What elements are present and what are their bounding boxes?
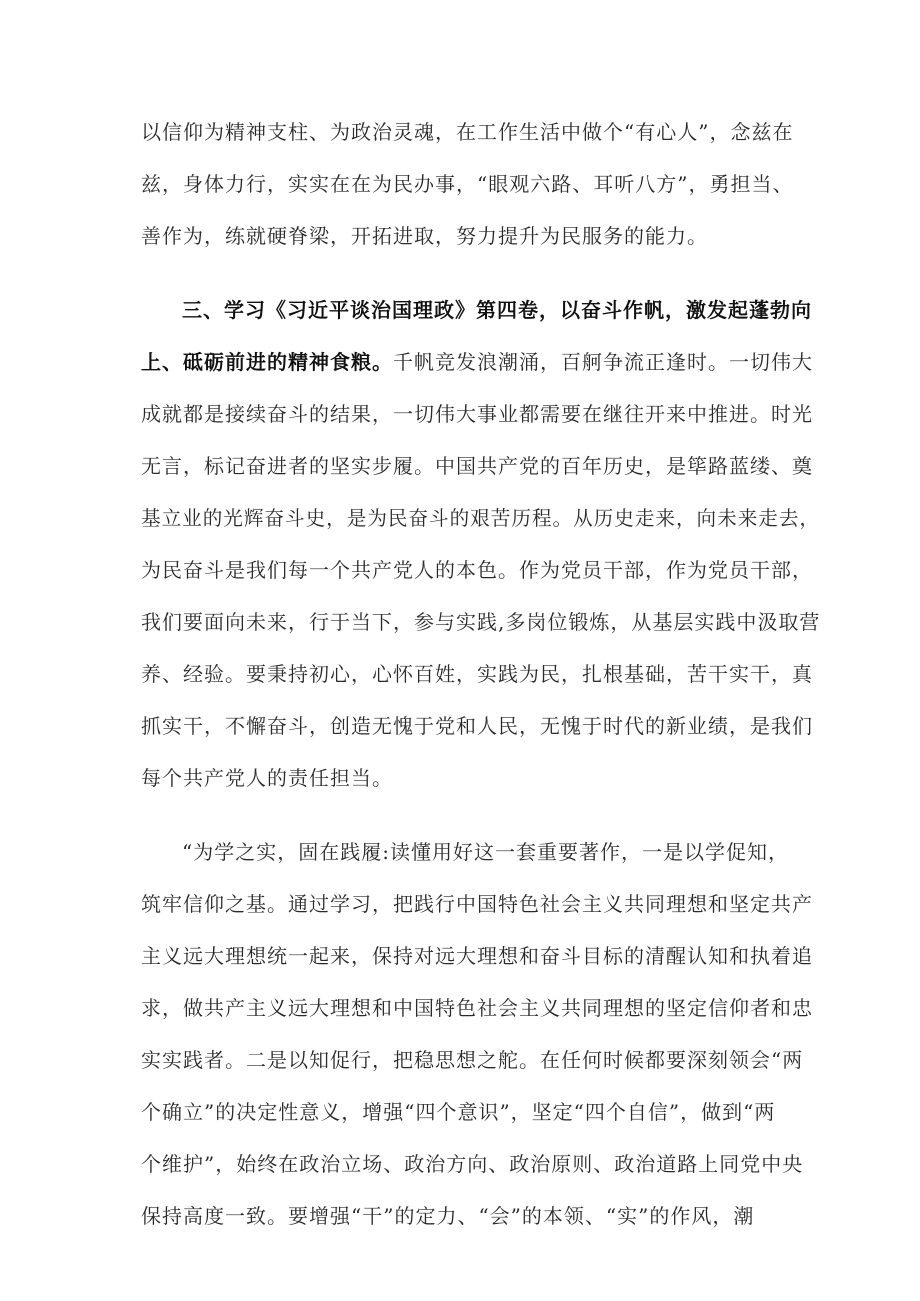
text-line: 养、经验。要秉持初心，心怀百姓，实践为民，扎根基础，苦干实干，真 xyxy=(141,662,813,686)
text-line: 求，做共产主义远大理想和中国特色社会主义共同理想的坚定信仰者和忠 xyxy=(141,996,813,1020)
text-line: 保持高度一致。要增强“干”的定力、“会”的本领、“实”的作风，潮 xyxy=(141,1204,755,1228)
text-line: 个确立”的决定性意义，增强“四个意识”，坚定“四个自信”，做到“两 xyxy=(141,1100,776,1124)
text-line xyxy=(141,348,813,376)
text-span: 千帆竞发浪潮涌，百舸争流正逢时。一切伟大 xyxy=(393,350,813,374)
text-line: 成就都是接续奋斗的结果，一切伟大事业都需要在继往开来中推进。时光 xyxy=(141,402,813,426)
text-line: 基立业的光辉奋斗史，是为民奋斗的艰苦历程。从历史走来，向未来走去， xyxy=(141,506,821,530)
text-line: “为学之实，固在践履:读懂用好这一套重要著作，一是以学促知， xyxy=(182,840,789,864)
text-line: 抓实干，不懈奋斗，创造无愧于党和人民，无愧于时代的新业绩，是我们 xyxy=(141,714,813,738)
text-line: 主义远大理想统一起来，保持对远大理想和奋斗目标的清醒认知和执着追 xyxy=(141,944,813,968)
text-line: 每个共产党人的责任担当。 xyxy=(141,766,393,790)
section-heading: 三、学习《习近平谈治国理政》第四卷，以奋斗作帆，激发起蓬勃向 xyxy=(182,298,812,322)
text-line: 实实践者。二是以知促行，把稳思想之舵。在任何时候都要深刻领会“两 xyxy=(141,1048,804,1072)
text-line: 以信仰为精神支柱、为政治灵魂，在工作生活中做个“有心人”，念兹在 xyxy=(141,120,794,144)
text-line: 善作为，练就硬脊梁，开拓进取，努力提升为民服务的能力。 xyxy=(141,224,708,248)
text-line: 兹，身体力行，实实在在为民办事，“眼观六路、耳听八方”，勇担当、 xyxy=(141,172,794,196)
text-line: 我们要面向未来，行于当下，参与实践,多岗位锻炼，从基层实践中汲取营 xyxy=(141,610,821,634)
text-line: 无言，标记奋进者的坚实步履。中国共产党的百年历史，是筚路蓝缕、奠 xyxy=(141,454,813,478)
text-line: 个维护”，始终在政治立场、政治方向、政治原则、政治道路上同党中央 xyxy=(141,1152,804,1176)
text-line: 筑牢信仰之基。通过学习，把践行中国特色社会主义共同理想和坚定共产 xyxy=(141,892,813,916)
text-line: 为民奋斗是我们每一个共产党人的本色。作为党员干部，作为党员干部， xyxy=(141,558,813,582)
section-heading-continued: 上、砥砺前进的精神食粮。 xyxy=(141,350,393,374)
